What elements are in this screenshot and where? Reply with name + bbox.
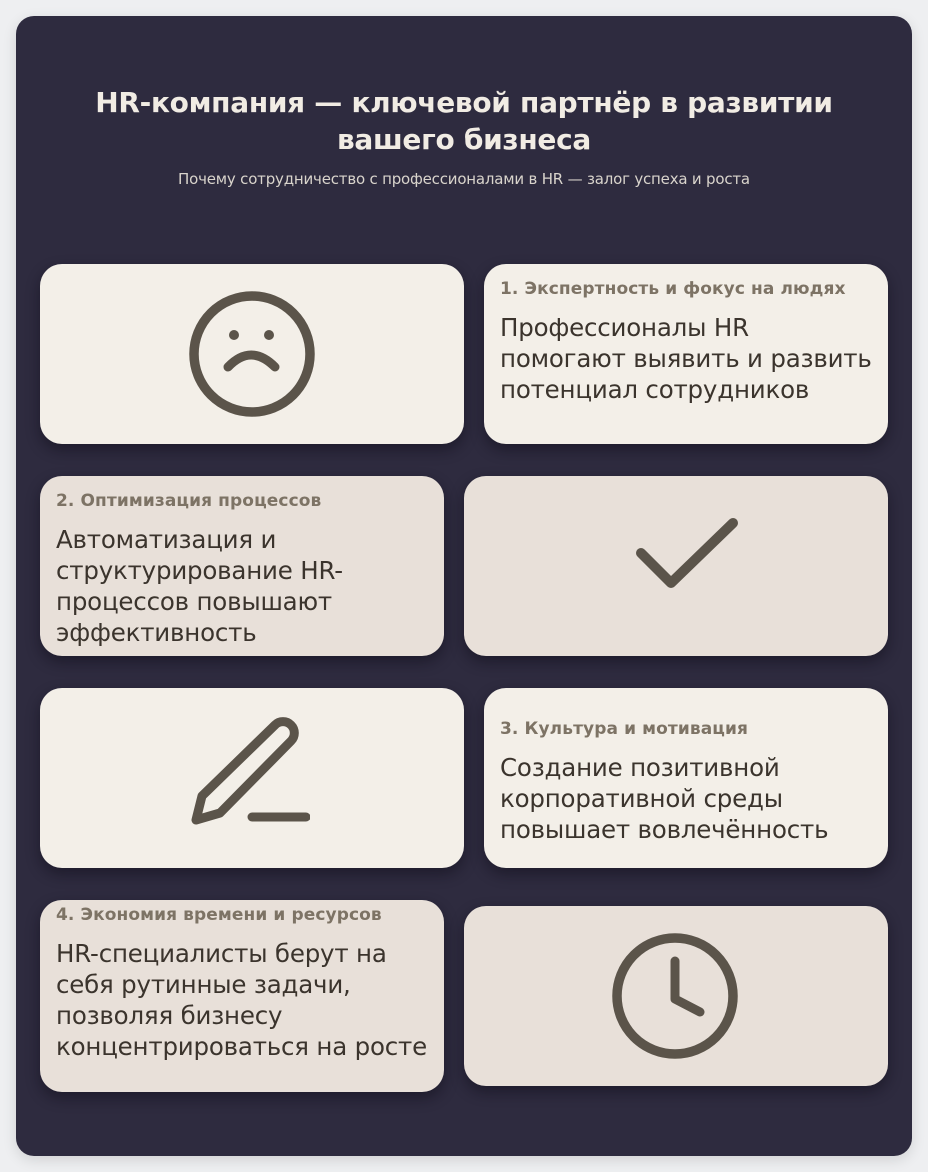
pencil-icon: [180, 713, 310, 843]
page-subtitle: Почему сотрудничество с профессионалами в HR — залог успеха и роста: [178, 170, 750, 188]
feature-card-3: [484, 688, 888, 868]
icon-card-1: [40, 264, 464, 444]
feature-description: HR-специалисты берут на себя рутинные задачи, позволяя бизнесу концентрироваться на росте: [56, 939, 427, 1061]
feature-card-1: [484, 264, 888, 444]
checkmark-icon: [611, 511, 741, 621]
feature-heading: 1. Экспертность и фокус на людях: [500, 279, 846, 299]
feature-card-4: [40, 900, 444, 1092]
sad-face-icon: [187, 289, 317, 419]
page-title: HR-компания — ключевой партнёр в развитии вашего бизнеса: [95, 86, 833, 156]
feature-description: Создание позитивной корпоративной среды повышает вовлечённость: [500, 753, 829, 844]
icon-card-3: [40, 688, 464, 868]
feature-card-2: [40, 476, 444, 656]
feature-description: Автоматизация и структурирование HR-процессов повышают эффективность: [56, 525, 343, 647]
feature-heading: 2. Оптимизация процессов: [56, 491, 322, 511]
icon-card-2: [464, 476, 888, 656]
feature-description: Профессионалы HR помогают выявить и развить потенциал сотрудников: [500, 313, 872, 404]
feature-heading: 3. Культура и мотивация: [500, 719, 749, 739]
clock-icon: [610, 931, 740, 1061]
feature-heading: 4. Экономия времени и ресурсов: [56, 905, 382, 925]
icon-card-4: [464, 906, 888, 1086]
